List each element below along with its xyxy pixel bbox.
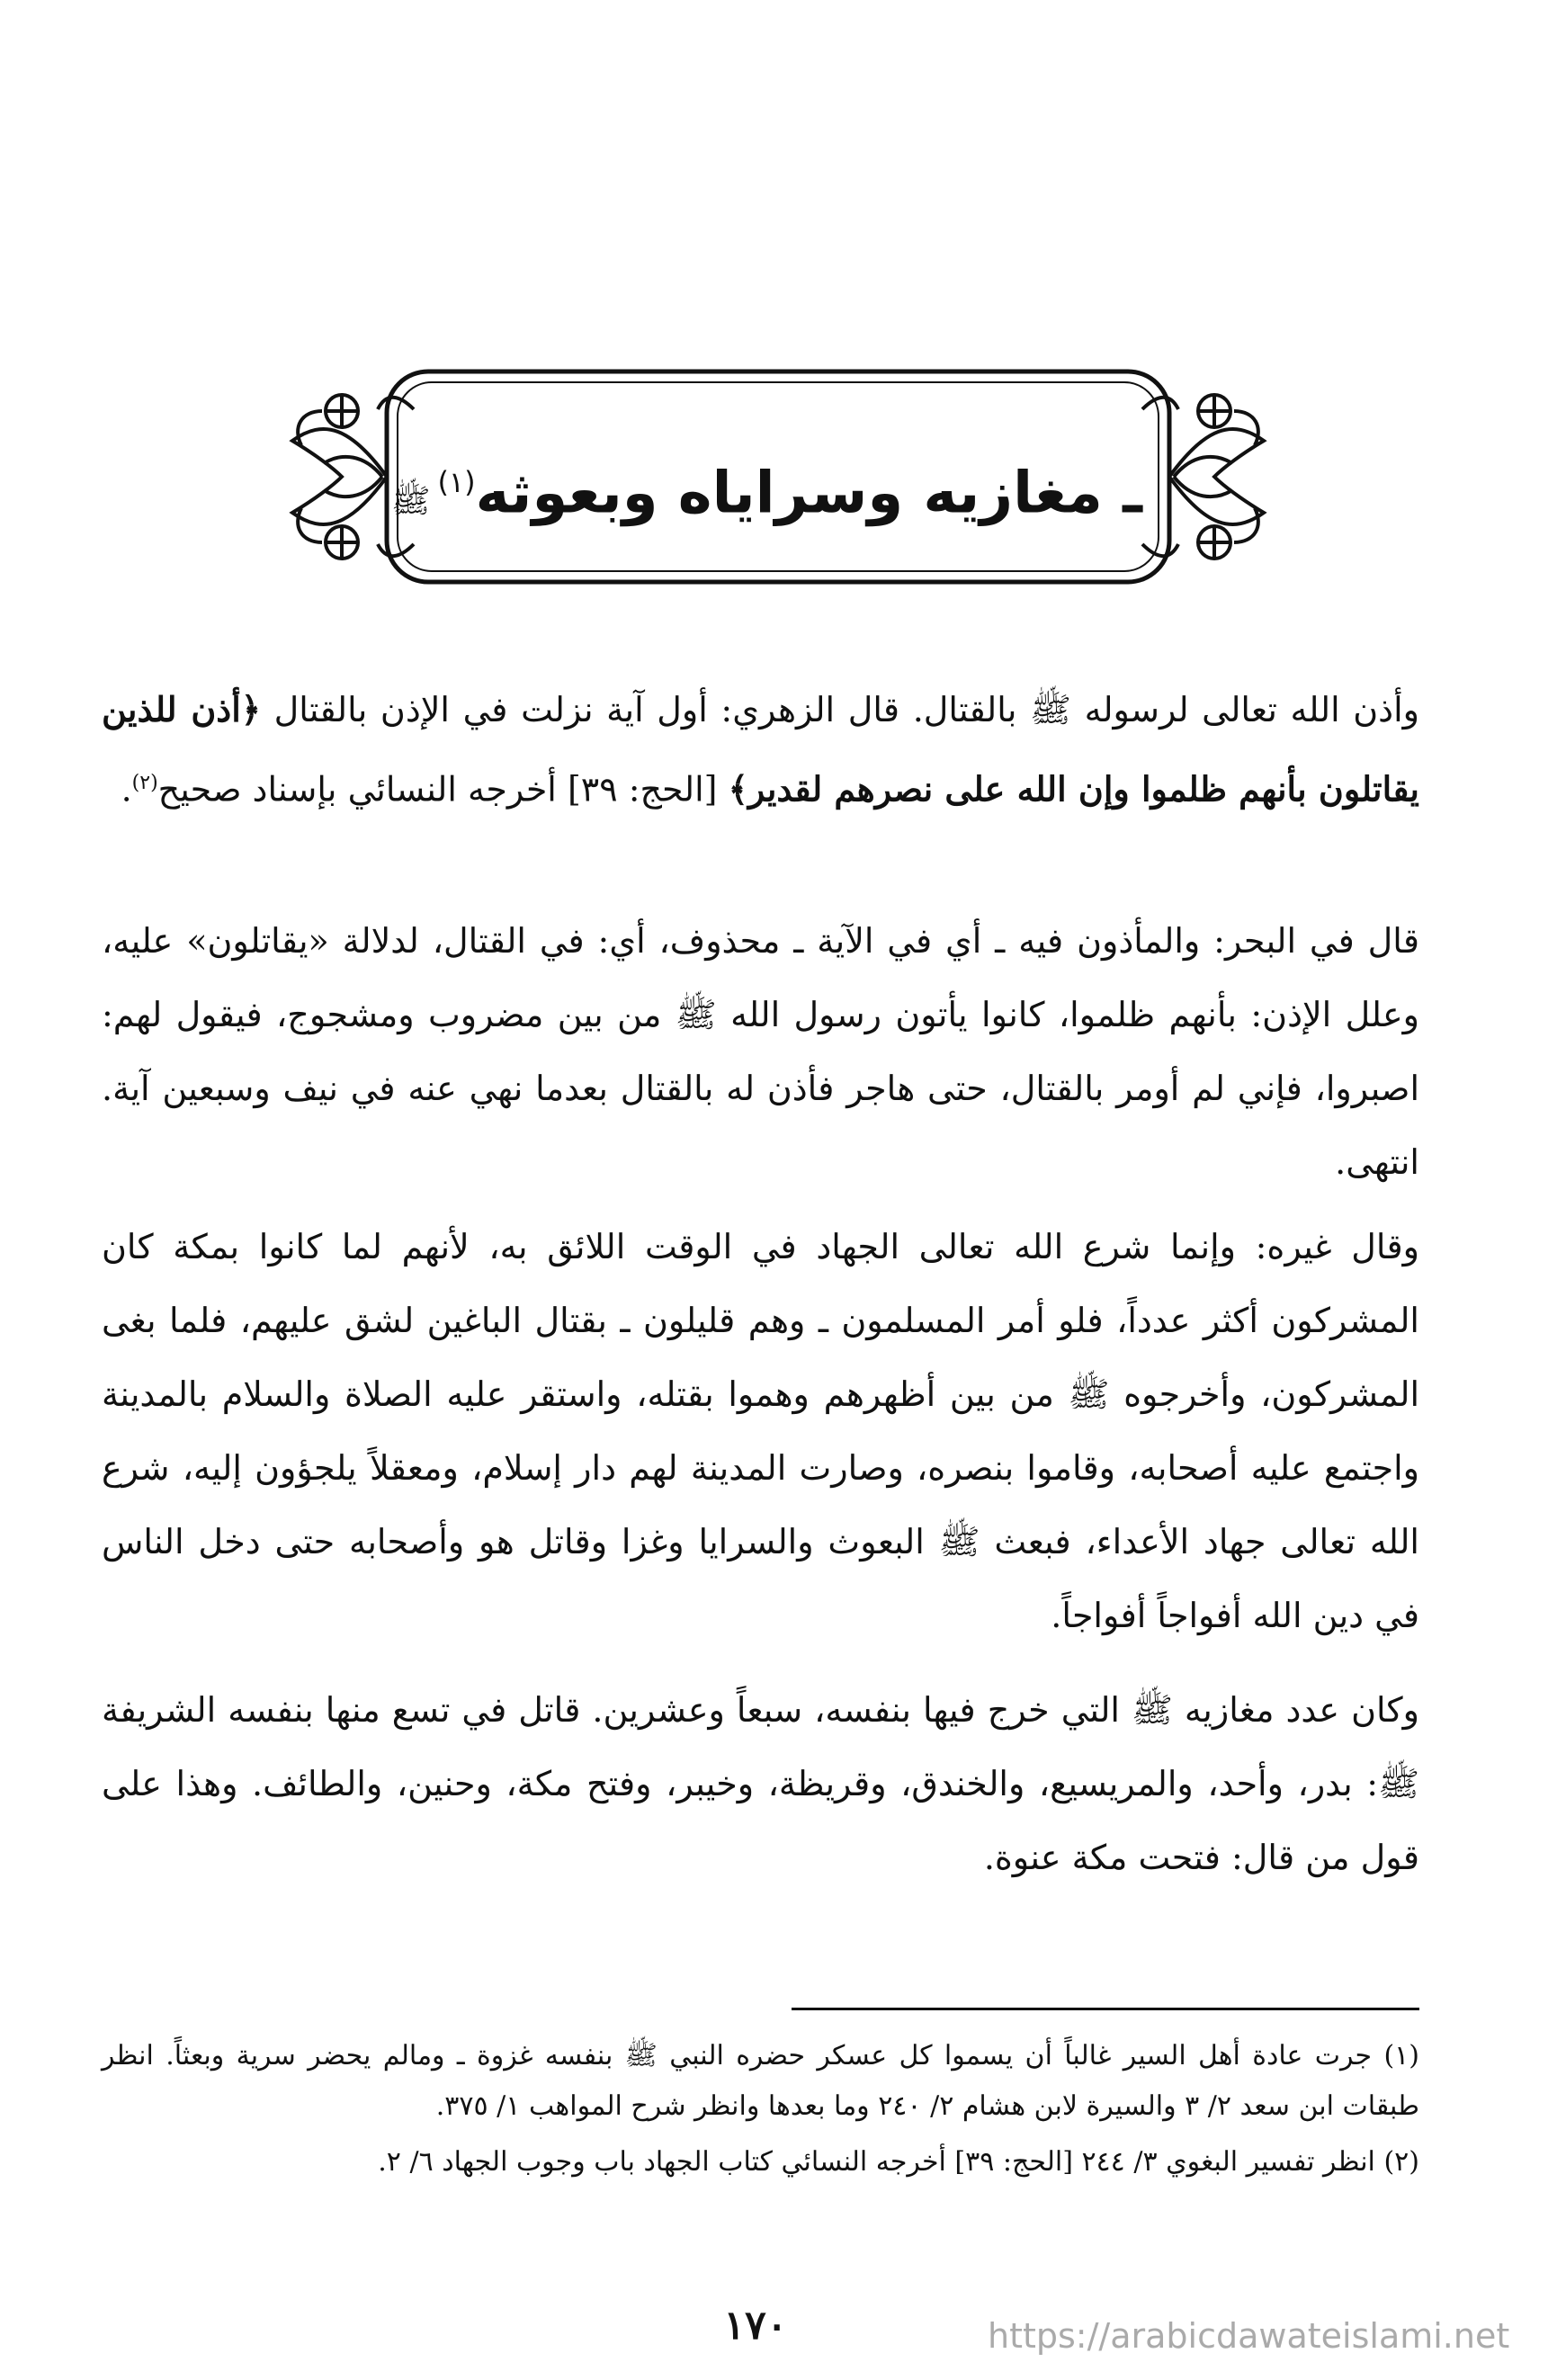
title-cartouche bbox=[279, 355, 1277, 598]
watermark-url: https://arabicdawateislami.net bbox=[988, 2316, 1510, 2356]
quran-verse: ﴿أذن للذين يقاتلون بأنهم ظلموا وإن الله على نصرهم لقدير﴾ bbox=[102, 689, 1419, 810]
paragraph-3 bbox=[102, 1210, 1419, 1652]
paragraph-2 bbox=[102, 904, 1419, 1199]
footnote-1-number: (١) bbox=[1383, 2040, 1419, 2071]
footnote-ref-2: (٢) bbox=[131, 772, 158, 794]
paragraph-2-text: قال في البحر: والمأذون فيه ـ أي في الآية ـ محذوف، أي: في القتال، لدلالة «يقاتلون» عليه، وعلل الإذن: بأنهم ظلموا، كانوا يأتون رسول الله ﷺ من بين مضروب ومشجوج، فيقول لهم: اصبروا، فإني لم أومر بالقتال، حتى هاجر فأذن له بالقتال بعدما نهي عنه في نيف وسبعين آية. انتهى. bbox=[102, 921, 1419, 1182]
honorific-symbol: ﷺ bbox=[390, 483, 431, 521]
paragraph-3-text: وقال غيره: وإنما شرع الله تعالى الجهاد في الوقت اللائق به، لأنهم لما كانوا بمكة كان المشركون أكثر عدداً، فلو أمر المسلمون ـ وهم قليلون ـ بقتال الباغين لشق عليهم، فلما بغى المشركون، وأخرجوه ﷺ من بين أظهرهم وهموا بقتله، واستقر عليه الصلاة والسلام بالمدينة واجتمع عليه أصحابه، وقاموا بنصره، وصارت المدينة لهم دار إسلام، ومعقلاً يلجؤون إليه، شرع الله تعالى جهاد الأعداء، فبعث ﷺ البعوث والسرايا وغزا وقاتل هو وأصحابه حتى دخل الناس في دين الله أفواجاً أفواجاً. bbox=[102, 1227, 1420, 1635]
footnote-1 bbox=[102, 2031, 1419, 2132]
footnote-2-text: انظر تفسير البغوي ٣/ ٢٤٤ [الحج: ٣٩] أخرجه النسائي كتاب الجهاد باب وجوب الجهاد ٦/ ٢. bbox=[378, 2146, 1384, 2178]
paragraph-1 bbox=[102, 673, 1419, 827]
chapter-title-text: ـ مغازيه وسراياه وبعوثه bbox=[475, 460, 1142, 527]
paragraph-1-citation: [الحج: ٣٩] أخرجه النسائي بإسناد صحيح bbox=[157, 769, 729, 810]
page-number: ١٧٠ bbox=[723, 2303, 788, 2349]
chapter-title bbox=[390, 415, 1142, 559]
footnote-divider bbox=[792, 2008, 1419, 2010]
footnotes bbox=[102, 2031, 1419, 2193]
footnote-2-number: (٢) bbox=[1383, 2146, 1419, 2178]
footnote-1-text: جرت عادة أهل السير غالباً أن يسموا كل عسكر حضره النبي ﷺ بنفسه غزوة ـ ومالم يحضر سرية وبعثاً. انظر طبقات ابن سعد ٢/ ٣ والسيرة لابن هشام ٢/ ٢٤٠ وما بعدها وانظر شرح المواهب ١/ ٣٧٥. bbox=[102, 2040, 1419, 2122]
paragraph-4-text: وكان عدد مغازيه ﷺ التي خرج فيها بنفسه، سبعاً وعشرين. قاتل في تسع منها بنفسه الشريفة ﷺ: بدر، وأحد، والمريسيع، والخندق، وقريظة، وخيبر، وفتح مكة، وحنين، والطائف. وهذا على قول من قال: فتحت مكة عنوة. bbox=[102, 1690, 1419, 1877]
title-footnote-mark: (١) bbox=[437, 465, 476, 499]
footnote-2 bbox=[102, 2137, 1419, 2188]
paragraph-1-intro: وأذن الله تعالى لرسوله ﷺ بالقتال. قال الزهري: أول آية نزلت في الإذن بالقتال bbox=[261, 690, 1419, 729]
paragraph-1-end: . bbox=[121, 769, 132, 810]
paragraph-4 bbox=[102, 1673, 1419, 1894]
